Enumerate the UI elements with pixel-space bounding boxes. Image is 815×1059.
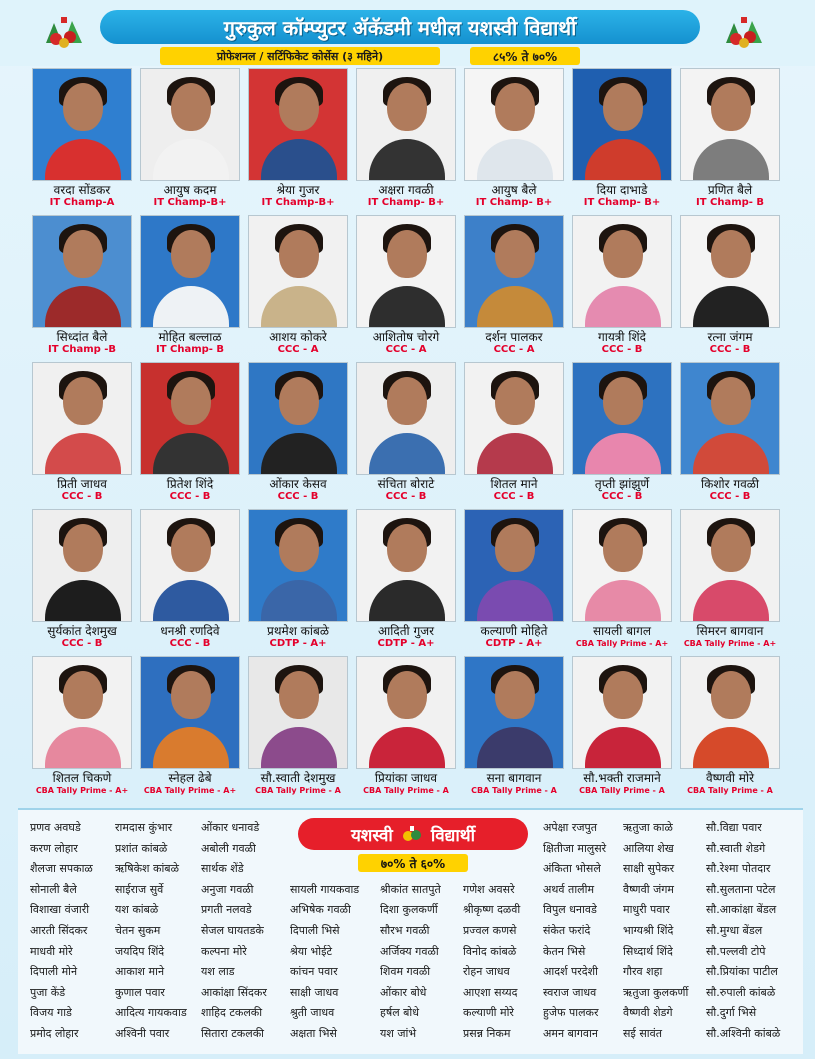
list-item: आलिया शेख: [623, 841, 674, 855]
student-photo: [140, 215, 240, 328]
student-name: वैष्णवी मोरे: [706, 771, 754, 785]
student-card: [244, 360, 352, 507]
student-grade: CCC - B: [277, 491, 319, 502]
list-item: क्षितीजा मालुसरे: [543, 841, 607, 855]
student-grade: CBA Tally Prime - A+: [35, 786, 129, 795]
list-item: प्रमोद लोहार: [30, 1026, 79, 1040]
student-name: गायत्री शिंदे: [597, 330, 646, 344]
student-photo: [680, 509, 780, 622]
list-item: सार्थक शेंडे: [201, 862, 244, 876]
list-item: साक्षी जाधव: [290, 985, 339, 999]
student-grade: CCC - A: [493, 344, 535, 355]
student-grade: CCC - B: [61, 638, 103, 649]
student-name: आशय कोकरे: [269, 330, 327, 344]
student-name: प्रियांका जाधव: [374, 771, 438, 785]
list-item: यश कांबळे: [115, 903, 159, 917]
list-item: सौ.अश्विनी कांबळे: [706, 1026, 781, 1040]
student-photo: [680, 215, 780, 328]
student-photo: [464, 656, 564, 769]
list-item: वैष्णवी शेडगे: [623, 1006, 673, 1020]
student-grade: CCC - B: [709, 344, 751, 355]
student-card: [28, 507, 136, 654]
list-item: प्रशांत कांबळे: [115, 841, 168, 855]
list-item: सायली गायकवाड: [290, 882, 360, 896]
christmas-ornament-icon: [40, 12, 88, 52]
student-grade: CCC - B: [385, 491, 427, 502]
list-item: सेजल घायतडके: [201, 923, 264, 937]
student-photo: [140, 362, 240, 475]
list-item: आएशा सय्यद: [463, 985, 518, 999]
student-photo: [248, 215, 348, 328]
student-card: [352, 507, 460, 654]
list-item: आदर्श परदेशी: [543, 965, 598, 979]
student-name: संचिता बोराटे: [377, 477, 435, 491]
student-card: [352, 66, 460, 213]
student-photo: [572, 656, 672, 769]
student-name: आयुष बैले: [491, 183, 537, 197]
student-name: धनश्री रणदिवे: [160, 624, 220, 638]
successful-students-banner: [298, 818, 528, 850]
list-item: केतन भिसे: [543, 944, 586, 958]
list-item: साईराज सुर्वे: [115, 882, 164, 896]
banner-label: यशस्वी: [350, 825, 393, 846]
student-card: [28, 654, 136, 801]
list-item: सौ.विद्या पवार: [706, 821, 762, 834]
list-item: ओंकार धनावडे: [201, 821, 260, 834]
list-item: अपेक्षा रजपुत: [543, 821, 598, 834]
student-grade: CCC - B: [61, 491, 103, 502]
student-name: शितल माने: [490, 477, 538, 491]
student-name: आशितोष चोरगे: [372, 330, 440, 344]
list-item: वैष्णवी जंगम: [623, 882, 675, 896]
list-item: सई सावंत: [623, 1026, 663, 1040]
list-item: श्रेया भोईटे: [290, 944, 333, 958]
student-card: [352, 654, 460, 801]
student-grade: IT Champ- B: [695, 197, 765, 208]
student-grade: CBA Tally Prime - A: [687, 786, 773, 795]
list-item: अक्षता भिसे: [290, 1026, 337, 1040]
student-grade: CBA Tally Prime - A+: [143, 786, 237, 795]
student-photo: [356, 362, 456, 475]
student-grade: CCC - B: [169, 491, 211, 502]
student-card: [460, 66, 568, 213]
student-grade: CBA Tally Prime - A: [579, 786, 665, 795]
student-grade: CBA Tally Prime - A: [255, 786, 341, 795]
student-name: अक्षरा गवळी: [378, 183, 434, 197]
list-item: श्रीकृष्ण दळवी: [463, 903, 521, 917]
student-card: [28, 66, 136, 213]
student-card: [136, 66, 244, 213]
list-item: आदित्य गायकवाड: [115, 1006, 187, 1020]
student-card: [568, 507, 676, 654]
student-name: सौ.भक्ती राजमाने: [583, 771, 661, 785]
student-name: प्रथमेश कांबळे: [267, 624, 329, 638]
student-photo: [464, 68, 564, 181]
list-item: ऋतुजा कुलकर्णी: [623, 985, 689, 999]
student-card: [460, 507, 568, 654]
student-grade: CCC - B: [601, 344, 643, 355]
list-item: अमन बागवान: [543, 1026, 598, 1040]
student-name: सायली बागल: [592, 624, 652, 638]
list-item: सितारा टकलकी: [201, 1026, 264, 1040]
list-item: स्वराज जाधव: [543, 985, 597, 999]
list-item: सौ.दुर्गा भिसे: [706, 1006, 757, 1020]
student-grade: IT Champ- B+: [583, 197, 661, 208]
list-item: विनोद कांबळे: [463, 944, 517, 958]
student-grade: CBA Tally Prime - A: [471, 786, 557, 795]
student-card: [136, 507, 244, 654]
list-item: श्रुती जाधव: [290, 1006, 335, 1020]
name-column: [201, 818, 301, 1045]
list-item: माधवी मोरे: [30, 944, 73, 958]
student-grade: CCC - A: [385, 344, 427, 355]
list-item: विपुल धनावडे: [543, 903, 597, 917]
student-name: सिध्दांत बैले: [56, 330, 108, 344]
student-photo: [680, 68, 780, 181]
student-grid: [28, 66, 788, 801]
successful-students-list: [18, 808, 803, 1054]
name-column: [290, 818, 390, 1045]
student-grade: IT Champ- B+: [367, 197, 445, 208]
list-item: ऋतुजा काळे: [623, 821, 673, 834]
list-item: पुजा केंडे: [30, 985, 66, 999]
list-item: प्रणव अवघडे: [30, 821, 81, 834]
list-item: सौ.सुलताना पटेल: [706, 882, 776, 896]
student-photo: [32, 215, 132, 328]
student-grade: CBA Tally Prime - A+: [575, 639, 669, 648]
student-name: श्रेया गुजर: [276, 183, 320, 197]
student-card: [244, 213, 352, 360]
list-item: सौ.पल्लवी टोपे: [706, 944, 766, 958]
list-item: साक्षी सुपेकर: [623, 862, 675, 876]
score-range-label: ८५% ते ७०%: [470, 47, 580, 65]
student-card: [676, 66, 784, 213]
list-item: सौ.आकांक्षा बेंडल: [706, 903, 777, 917]
student-photo: [140, 509, 240, 622]
list-item: सौ.रेश्मा पोतदार: [706, 862, 771, 876]
ornament-icon: [401, 825, 423, 843]
list-item: हर्षल बोधे: [380, 1006, 420, 1020]
student-name: आयुष कदम: [163, 183, 217, 197]
student-photo: [572, 509, 672, 622]
student-name: स्नेहल ढेबे: [168, 771, 212, 785]
student-card: [136, 654, 244, 801]
list-item: अश्विनी पवार: [115, 1026, 170, 1040]
name-column: [706, 818, 806, 1045]
student-photo: [32, 656, 132, 769]
list-item: आकांक्षा सिंदकर: [201, 985, 267, 999]
student-grade: IT Champ -B: [47, 344, 117, 355]
student-card: [244, 66, 352, 213]
list-item: हुजेफ पालकर: [543, 1006, 599, 1020]
list-item: कांचन पवार: [290, 965, 338, 979]
list-item: सौ.मुग्धा बेंडल: [706, 923, 763, 937]
student-photo: [572, 215, 672, 328]
list-item: गणेश अवसरे: [463, 882, 515, 896]
christmas-ornament-icon: [720, 12, 768, 52]
student-grade: IT Champ- B+: [475, 197, 553, 208]
list-item: शिवम गवळी: [380, 965, 431, 979]
student-card: [352, 360, 460, 507]
list-item: ऋषिकेश कांबळे: [115, 862, 179, 876]
list-item: रामदास कुंभार: [115, 821, 173, 834]
student-photo: [140, 656, 240, 769]
student-grade: IT Champ-A: [49, 197, 115, 208]
list-item: अभिषेक गवळी: [290, 903, 351, 917]
list-item: विजय गाडे: [30, 1006, 72, 1020]
student-card: [460, 654, 568, 801]
student-photo: [248, 362, 348, 475]
page-title: गुरुकुल कॉम्प्युटर ॲकॅडमी मधील यशस्वी विद्यार्थी: [100, 10, 700, 44]
student-card: [460, 213, 568, 360]
student-photo: [464, 215, 564, 328]
student-name: प्रिती जाधव: [57, 477, 107, 491]
student-photo: [32, 362, 132, 475]
student-grade: CCC - B: [709, 491, 751, 502]
student-card: [568, 654, 676, 801]
student-grade: CDTP - A+: [377, 638, 435, 649]
list-item: अथर्व तालीम: [543, 882, 595, 896]
student-grade: CCC - B: [169, 638, 211, 649]
student-photo: [572, 362, 672, 475]
list-item: यश लाड: [201, 965, 235, 979]
student-name: दर्शन पालकर: [485, 330, 543, 344]
student-photo: [356, 509, 456, 622]
list-item: प्रगती नलवडे: [201, 903, 252, 917]
list-item: संकेत फरांदे: [543, 923, 591, 937]
student-name: शितल चिकणे: [52, 771, 112, 785]
student-card: [352, 213, 460, 360]
list-item: यश जांभे: [380, 1026, 417, 1040]
student-card: [28, 360, 136, 507]
student-photo: [572, 68, 672, 181]
list-item: चेतन सुकम: [115, 923, 161, 937]
list-item: दिशा कुलकर्णी: [380, 903, 438, 917]
student-card: [676, 360, 784, 507]
list-item: करण लोहार: [30, 841, 78, 855]
student-photo: [356, 68, 456, 181]
list-item: सौ.स्वाती शेडगे: [706, 841, 766, 855]
list-item: सौ.प्रियांका पाटील: [706, 965, 778, 979]
student-photo: [356, 215, 456, 328]
student-grade: CBA Tally Prime - A: [363, 786, 449, 795]
student-grade: CCC - B: [601, 491, 643, 502]
courses-label: प्रोफेशनल / सर्टिफिकेट कोर्सेस (३ महिने): [160, 47, 440, 65]
list-item: दिपाली मोने: [30, 965, 78, 979]
student-card: [244, 654, 352, 801]
list-item: अबोली गवळी: [201, 841, 256, 855]
student-photo: [248, 656, 348, 769]
list-item: भाग्यश्री शिंदे: [623, 923, 674, 937]
student-name: कल्याणी मोहिते: [480, 624, 548, 638]
student-name: प्रितेश शिंदे: [166, 477, 214, 491]
student-card: [568, 213, 676, 360]
list-item: माधुरी पवार: [623, 903, 670, 917]
list-item: शाहिद टकलकी: [201, 1006, 263, 1020]
student-name: प्रणित बैले: [707, 183, 753, 197]
student-name: ओंकार केसव: [269, 477, 327, 491]
list-item: जयदिप शिंदे: [115, 944, 165, 958]
name-column: [115, 818, 215, 1045]
student-card: [136, 360, 244, 507]
student-name: आदिती गुजर: [377, 624, 435, 638]
student-card: [28, 213, 136, 360]
student-photo: [464, 509, 564, 622]
student-name: सौ.स्वाती देशमुख: [260, 771, 336, 785]
student-photo: [680, 656, 780, 769]
list-item: सौ.रुपाली कांबळे: [706, 985, 776, 999]
list-item: अर्जिक्य गवळी: [380, 944, 439, 958]
student-name: सुर्यकांत देशमुख: [47, 624, 117, 638]
list-item: आकाश माने: [115, 965, 165, 979]
list-item: कल्पना मोरे: [201, 944, 247, 958]
student-photo: [140, 68, 240, 181]
student-name: किशोर गवळी: [701, 477, 759, 491]
list-item: विशाखा वंजारी: [30, 903, 90, 917]
list-item: सोनाली बैले: [30, 882, 77, 896]
list-item: आरती सिंदकर: [30, 923, 88, 937]
list-item: ओंकार बोधे: [380, 985, 427, 999]
student-card: [460, 360, 568, 507]
list-item: सौरभ गवळी: [380, 923, 430, 937]
list-item: श्रीकांत सातपुते: [380, 882, 441, 896]
list-item: शैलजा सपकाळ: [30, 862, 93, 876]
student-card: [244, 507, 352, 654]
student-name: सिमरन बागवान: [696, 624, 764, 638]
student-card: [568, 66, 676, 213]
student-name: वरदा सोंडकर: [53, 183, 111, 197]
student-photo: [248, 68, 348, 181]
student-grade: CBA Tally Prime - A+: [683, 639, 777, 648]
list-item: सिध्दार्थ शिंदे: [623, 944, 673, 958]
list-item: दिपाली भिसे: [290, 923, 340, 937]
list-item: प्रसन्न निकम: [463, 1026, 511, 1040]
student-photo: [356, 656, 456, 769]
list-range-label: ७०% ते ६०%: [358, 854, 468, 872]
list-item: प्रज्वल कणसे: [463, 923, 517, 937]
student-card: [136, 213, 244, 360]
student-grade: CCC - B: [493, 491, 535, 502]
student-name: मोहित बल्लाळ: [158, 330, 222, 344]
student-grade: IT Champ-B+: [153, 197, 227, 208]
student-photo: [32, 68, 132, 181]
student-grade: IT Champ-B+: [261, 197, 335, 208]
student-card: [676, 213, 784, 360]
student-photo: [32, 509, 132, 622]
student-grade: CDTP - A+: [485, 638, 543, 649]
student-card: [676, 654, 784, 801]
list-item: गौरव शहा: [623, 965, 663, 979]
student-photo: [248, 509, 348, 622]
banner-label-2: विद्यार्थी: [430, 825, 476, 846]
student-name: तृप्ती झांझुर्णे: [594, 477, 650, 491]
list-item: रोहन जाधव: [463, 965, 510, 979]
list-item: कुणाल पवार: [115, 985, 165, 999]
list-item: अनुजा गवळी: [201, 882, 254, 896]
student-photo: [680, 362, 780, 475]
student-name: दिया दाभाडे: [596, 183, 648, 197]
student-grade: CDTP - A+: [269, 638, 327, 649]
student-photo: [464, 362, 564, 475]
student-grade: CCC - A: [277, 344, 319, 355]
list-item: कल्याणी मोरे: [463, 1006, 514, 1020]
list-item: अंकिता भोसले: [543, 862, 601, 876]
student-card: [568, 360, 676, 507]
student-grade: IT Champ- B: [155, 344, 225, 355]
student-name: सना बागवान: [486, 771, 542, 785]
student-card: [676, 507, 784, 654]
student-name: रत्ना जंगम: [707, 330, 753, 344]
